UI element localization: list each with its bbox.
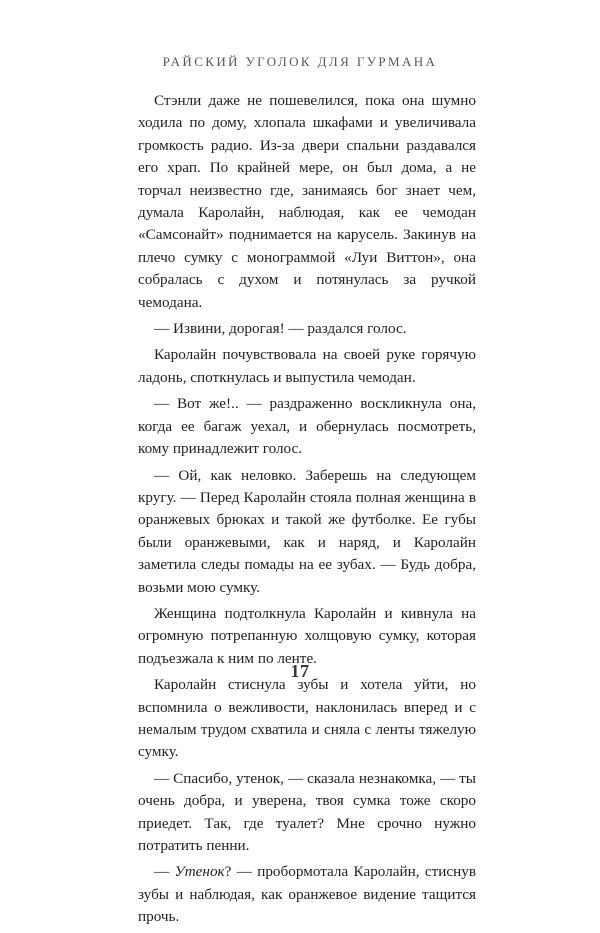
paragraph-last	[138, 861, 476, 928]
emphasized-word: Утенок	[174, 863, 225, 881]
paragraph: Каролайн стиснула зубы и хотела уйти, но вспомнила о вежливости, наклонилась вперед и с немалым трудом схватила и сняла с ленты тяжелую сумку.	[138, 676, 476, 761]
paragraph: — Извини, дорогая! — раздался голос.	[154, 320, 407, 338]
paragraph: Женщина подтолкнула Каролайн и кивнула на огромную потрепанную холщовую сумку, которая подъезжала к ним по ленте.	[138, 604, 476, 667]
paragraph: — Спасибо, утенок, — сказала незнакомка, — ты очень добра, и уверена, твоя сумка тоже скоро приедет. Так, где туалет? Мне срочно нужно потратить пенни.	[138, 769, 476, 854]
paragraph: — Вот же!.. — раздраженно воскликнула она, когда ее багаж уехал, и обернулась посмотреть, кому принадлежит голос.	[138, 395, 476, 458]
running-head: РАЙСКИЙ УГОЛОК ДЛЯ ГУРМАНА	[162, 54, 438, 69]
page-number: 17	[290, 661, 310, 681]
paragraph-rest: ? — пробормотала Каролайн, стиснув зубы и наблюдая, как оранжевое видение тащится прочь.	[138, 863, 477, 926]
paragraph: Стэнли даже не пошевелился, пока она шумно ходила по дому, хлопала шкафами и увеличивала громкость радио. Из-за двери спальни раздавался его храп. По крайней мере, он был дома, а не торчал неизвестно где, занимаясь бог знает чем, думала Каролайн, наблюдая, как ее чемодан «Самсонайт» поднимается на карусель. Закинув на плечо сумку с монограммой «Луи Виттон», она собралась с духом и потянулась за ручкой чемодана.	[138, 92, 476, 311]
paragraph: Каролайн почувствовала на своей руке горячую ладонь, споткнулась и выпустила чемодан.	[138, 346, 476, 386]
paragraph-dash: —	[154, 863, 175, 881]
paragraph: — Ой, как неловко. Заберешь на следующем кругу. — Перед Каролайн стояла полная женщина в оранжевых брюках и такой же футболке. Ее губы были оранжевыми, как и наряд, и Каролайн заметила следы помады на ее зубах. — Будь добра, возьми мою сумку.	[138, 466, 476, 596]
text-block	[138, 90, 476, 933]
